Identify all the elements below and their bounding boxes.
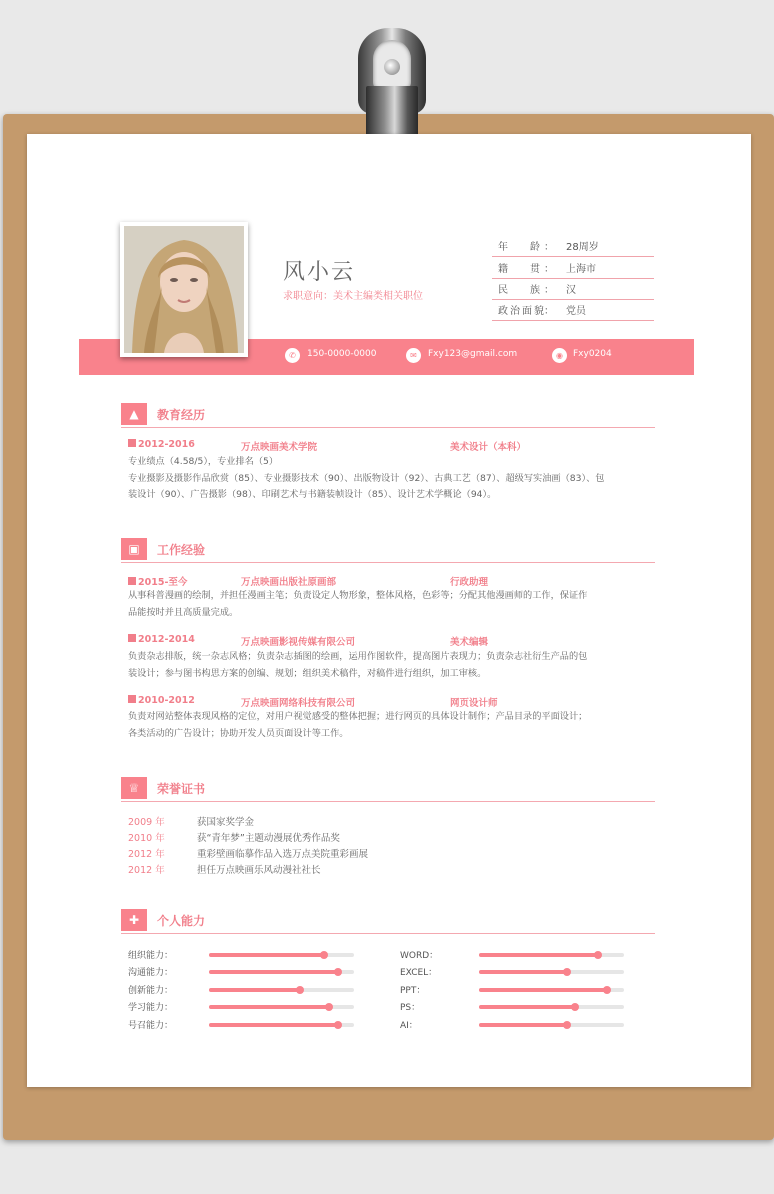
work-details bbox=[128, 649, 652, 682]
text-line: 负责对网站整体表现风格的定位，对用户视觉感受的整体把握；进行网页的具体设计制作；产品目录的平面设计； bbox=[128, 711, 588, 722]
bullet-square bbox=[128, 695, 136, 703]
work-role: 网页设计师 bbox=[450, 698, 498, 709]
info-value: 上海市 bbox=[566, 264, 596, 275]
text-line: 专业绩点（4.58/5），专业排名（5） bbox=[128, 456, 279, 467]
work-company: 万点映画出版社原画部 bbox=[241, 577, 337, 588]
skill-bar bbox=[479, 970, 624, 974]
skill-bar bbox=[209, 988, 354, 992]
wechat-text: Fxy0204 bbox=[573, 349, 612, 359]
period-text: 2015-至今 bbox=[138, 577, 188, 588]
trophy-icon: ♕ bbox=[121, 777, 147, 799]
text-line: 各类活动的广告设计；协助开发人员页面设计等工作。 bbox=[128, 727, 349, 739]
work-role: 美术编辑 bbox=[450, 637, 489, 648]
text-line: 品能按时并且高质量完成。 bbox=[128, 606, 239, 618]
info-row-political bbox=[492, 299, 654, 321]
briefcase-icon: ▣ bbox=[121, 538, 147, 560]
section-title: 教育经历 bbox=[157, 408, 206, 422]
skill-knob bbox=[320, 951, 328, 959]
candidate-name: 风小云 bbox=[283, 260, 356, 285]
education-school: 万点映画美术学院 bbox=[241, 442, 318, 453]
skill-label: 学习能力： bbox=[128, 1003, 174, 1013]
honor-text: 担任万点映画乐风动漫社社长 bbox=[197, 865, 321, 876]
skill-label: AI： bbox=[400, 1021, 418, 1031]
period-text: 2010-2012 bbox=[138, 695, 195, 706]
skill-label: 沟通能力： bbox=[128, 968, 174, 978]
skill-fill bbox=[209, 1005, 329, 1009]
clip-rivet bbox=[384, 59, 400, 75]
text-line: 装设计（90）、广告摄影（98）、印刷艺术与书籍装帧设计（85）、设计艺术学概论（94）。 bbox=[128, 489, 497, 500]
section-title: 个人能力 bbox=[157, 914, 206, 928]
email-text: Fxy123@gmail.com bbox=[428, 349, 518, 359]
phone-icon: ✆ bbox=[285, 348, 300, 363]
text-line: 从事科普漫画的绘制，并担任漫画主笔；负责设定人物形象，整体风格，色彩等；分配其他漫画师的工作，保证作 bbox=[128, 590, 588, 601]
section-title: 荣誉证书 bbox=[157, 782, 206, 796]
work-period bbox=[128, 574, 187, 588]
text-line: 专业摄影及摄影作品欣赏（85）、专业摄影技术（90）、出版物设计（92）、古典工艺（87）、超级写实油画（83）、包 bbox=[128, 472, 605, 484]
graduation-cap-icon: ▲ bbox=[121, 403, 147, 425]
honor-text: 获国家奖学金 bbox=[197, 817, 255, 828]
honor-text: 重彩壁画临摹作品入选万点美院重彩画展 bbox=[197, 849, 369, 860]
honor-year: 2010 年 bbox=[128, 833, 165, 844]
skill-knob bbox=[603, 986, 611, 994]
profile-photo bbox=[124, 226, 244, 353]
text-line: 装设计；参与图书构思方案的创编、规划；组织美术稿件，对稿件进行组织，加工审核。 bbox=[128, 667, 487, 679]
work-role: 行政助理 bbox=[450, 577, 489, 588]
skill-knob bbox=[594, 951, 602, 959]
work-header bbox=[121, 536, 655, 563]
chat-icon: ◉ bbox=[552, 348, 567, 363]
skill-bar bbox=[479, 1005, 624, 1009]
info-key: 年 龄 bbox=[498, 242, 546, 253]
info-value: 28周岁 bbox=[566, 242, 599, 253]
skill-knob bbox=[334, 1021, 342, 1029]
skill-fill bbox=[479, 970, 567, 974]
skill-label: PPT： bbox=[400, 986, 426, 996]
profile-photo-frame bbox=[120, 222, 248, 357]
skill-bar bbox=[479, 988, 624, 992]
skill-label: 号召能力： bbox=[128, 1021, 174, 1031]
skill-fill bbox=[479, 953, 598, 957]
bullet-square bbox=[128, 577, 136, 585]
honor-text: 获“青年梦”主题动漫展优秀作品奖 bbox=[197, 833, 340, 844]
clip-stem bbox=[366, 86, 418, 138]
work-details bbox=[128, 588, 652, 621]
info-key: 政治面貌 bbox=[498, 306, 546, 317]
skill-label: 创新能力： bbox=[128, 986, 174, 996]
skill-fill bbox=[209, 1023, 338, 1027]
skill-label: PS： bbox=[400, 1003, 421, 1013]
info-value: 汉 bbox=[566, 285, 576, 296]
phone-text: 150-0000-0000 bbox=[307, 349, 377, 359]
section-title: 工作经验 bbox=[157, 543, 206, 557]
skill-fill bbox=[479, 988, 607, 992]
skill-bar bbox=[209, 1023, 354, 1027]
skill-fill bbox=[479, 1023, 567, 1027]
info-colon: ： bbox=[544, 306, 554, 317]
skill-fill bbox=[479, 1005, 575, 1009]
skill-bar bbox=[209, 970, 354, 974]
skill-label: 组织能力： bbox=[128, 951, 174, 961]
period-text: 2012-2016 bbox=[138, 439, 195, 450]
skills-header bbox=[121, 907, 655, 934]
period-text: 2012-2014 bbox=[138, 634, 195, 645]
job-intent: 求职意向：美术主编类相关职位 bbox=[283, 291, 423, 302]
skill-fill bbox=[209, 988, 300, 992]
education-details bbox=[128, 454, 652, 504]
skill-bar bbox=[479, 1023, 624, 1027]
honors-header bbox=[121, 775, 655, 802]
skill-knob bbox=[571, 1003, 579, 1011]
skill-fill bbox=[209, 953, 324, 957]
work-period bbox=[128, 634, 195, 645]
skill-label: EXCEL： bbox=[400, 968, 438, 978]
skill-knob bbox=[334, 968, 342, 976]
work-company: 万点映画影视传媒有限公司 bbox=[241, 637, 356, 648]
skill-bar bbox=[209, 953, 354, 957]
skill-label: WORD： bbox=[400, 951, 439, 961]
bullet-square bbox=[128, 439, 136, 447]
education-major: 美术设计（本科） bbox=[450, 442, 527, 453]
education-header bbox=[121, 401, 655, 428]
work-company: 万点映画网络科技有限公司 bbox=[241, 698, 356, 709]
info-colon: ： bbox=[544, 285, 554, 296]
info-colon: ： bbox=[544, 264, 554, 275]
work-details bbox=[128, 709, 652, 742]
work-period bbox=[128, 695, 195, 706]
info-row-ethnicity bbox=[492, 278, 654, 300]
info-key: 民 族 bbox=[498, 285, 546, 296]
info-colon: ： bbox=[544, 242, 554, 253]
mail-icon: ✉ bbox=[406, 348, 421, 363]
text-line: 负责杂志排版，统一杂志风格；负责杂志插图的绘画，运用作图软件，提高图片表现力；负责杂志社衍生产品的包 bbox=[128, 651, 588, 662]
info-key: 籍 贯 bbox=[498, 264, 546, 275]
skill-bar bbox=[209, 1005, 354, 1009]
honor-year: 2009 年 bbox=[128, 817, 165, 828]
user-plus-icon: ✚ bbox=[121, 909, 147, 931]
info-row-hometown bbox=[492, 257, 654, 279]
info-value: 党员 bbox=[566, 306, 586, 317]
bullet-square bbox=[128, 634, 136, 642]
honor-year: 2012 年 bbox=[128, 849, 165, 860]
info-row-age bbox=[492, 235, 654, 257]
education-period bbox=[128, 439, 195, 450]
skill-fill bbox=[209, 970, 338, 974]
skill-bar bbox=[479, 953, 624, 957]
honor-year: 2012 年 bbox=[128, 865, 165, 876]
